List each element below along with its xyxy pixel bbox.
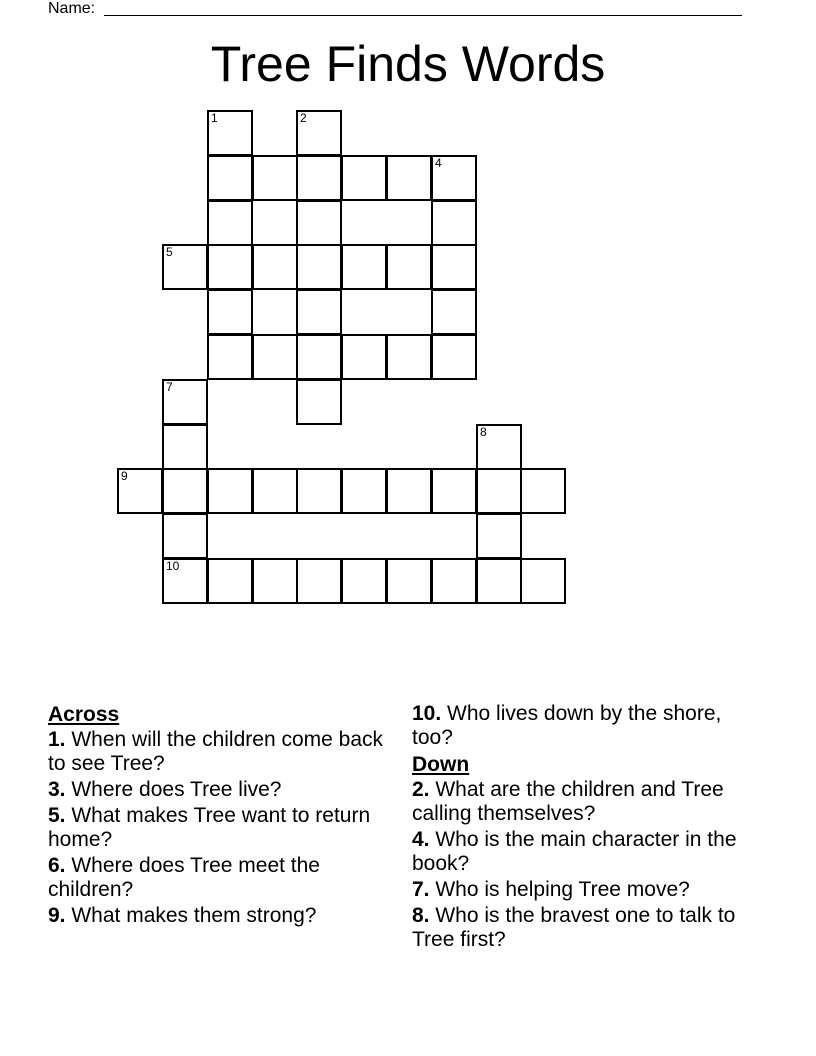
grid-cell[interactable] [252,244,298,290]
grid-cell[interactable] [386,155,432,201]
grid-cell[interactable] [431,244,477,290]
grid-cell[interactable] [431,468,477,514]
clue-text: When will the children come back to see Tree? [48,728,383,775]
grid-cell[interactable] [386,558,432,604]
grid-cell[interactable] [207,200,253,246]
grid-cell[interactable] [296,289,342,335]
clue-number: 5. [48,804,66,827]
clue-number-label: 8 [480,425,487,439]
clue-text: What makes Tree want to return home? [48,804,371,851]
grid-cell[interactable] [431,200,477,246]
grid-cell[interactable] [162,244,208,290]
grid-cell[interactable] [162,558,208,604]
clue-down-2 [412,778,757,826]
clue-across-6 [48,854,388,902]
grid-cell[interactable] [252,334,298,380]
grid-cell[interactable] [296,558,342,604]
grid-cell[interactable] [207,558,253,604]
clue-number-label: 2 [300,111,307,125]
grid-cell[interactable] [117,468,163,514]
grid-cell[interactable] [296,244,342,290]
grid-cell[interactable] [431,289,477,335]
name-label: Name: [48,0,96,17]
clue-number: 9. [48,904,66,927]
grid-cell[interactable] [252,558,298,604]
clue-number-label: 7 [166,380,173,394]
grid-cell[interactable] [520,468,566,514]
clue-down-4 [412,828,757,876]
clue-number: 2. [412,778,430,801]
grid-cell[interactable] [207,110,253,156]
grid-cell[interactable] [207,289,253,335]
clue-across-5 [48,804,388,852]
grid-cell[interactable] [162,424,208,470]
clue-number: 10. [412,702,442,725]
grid-cell[interactable] [476,468,522,514]
clue-text: Where does Tree live? [71,778,282,801]
grid-cell[interactable] [252,468,298,514]
grid-cell[interactable] [296,200,342,246]
clue-text: Who is the bravest one to talk to Tree first? [412,904,736,951]
clue-number: 3. [48,778,66,801]
clue-number: 7. [412,878,430,901]
across-heading: Across [48,703,120,726]
clue-across-3 [48,778,388,802]
clue-number-label: 5 [166,245,173,259]
clue-text: Who is helping Tree move? [435,878,690,901]
grid-cell[interactable] [431,334,477,380]
grid-cell[interactable] [252,155,298,201]
clue-number-label: 9 [121,469,128,483]
grid-cell[interactable] [386,468,432,514]
clue-text: Where does Tree meet the children? [48,854,320,901]
clue-number: 6. [48,854,66,877]
grid-cell[interactable] [296,334,342,380]
clue-text: Who lives down by the shore, too? [412,702,722,749]
clue-text: What makes them strong? [71,904,317,927]
clue-number: 4. [412,828,430,851]
clue-number-label: 10 [166,559,180,573]
grid-cell[interactable] [162,513,208,559]
clue-across-10 [412,702,757,750]
grid-cell[interactable] [296,468,342,514]
page-title: Tree Finds Words [210,36,606,92]
grid-cell[interactable] [341,155,387,201]
grid-cell[interactable] [207,244,253,290]
grid-cell[interactable] [341,558,387,604]
clues-column-right [412,702,757,954]
clue-across-1 [48,728,388,776]
grid-cell[interactable] [476,513,522,559]
grid-cell[interactable] [162,468,208,514]
clue-text: What are the children and Tree calling themselves? [412,778,724,825]
name-write-line[interactable] [104,15,742,16]
clue-across-9 [48,904,388,928]
grid-cell[interactable] [431,155,477,201]
grid-cell[interactable] [476,424,522,470]
clue-number: 8. [412,904,430,927]
grid-cell[interactable] [296,110,342,156]
grid-cell[interactable] [296,155,342,201]
clue-down-7 [412,878,757,902]
grid-cell[interactable] [386,334,432,380]
grid-cell[interactable] [207,468,253,514]
down-heading: Down [412,753,470,776]
clue-number: 1. [48,728,66,751]
grid-cell[interactable] [476,558,522,604]
grid-cell[interactable] [341,244,387,290]
grid-cell[interactable] [431,558,477,604]
clue-down-8 [412,904,757,952]
clue-number-label: 1 [211,111,218,125]
clue-number-label: 4 [435,156,442,170]
grid-cell[interactable] [296,379,342,425]
grid-cell[interactable] [207,155,253,201]
grid-cell[interactable] [341,468,387,514]
grid-cell[interactable] [162,379,208,425]
grid-cell[interactable] [341,334,387,380]
grid-cell[interactable] [207,334,253,380]
grid-cell[interactable] [386,244,432,290]
grid-cell[interactable] [520,558,566,604]
clue-text: Who is the main character in the book? [412,828,737,875]
clues-column-left [48,702,388,930]
